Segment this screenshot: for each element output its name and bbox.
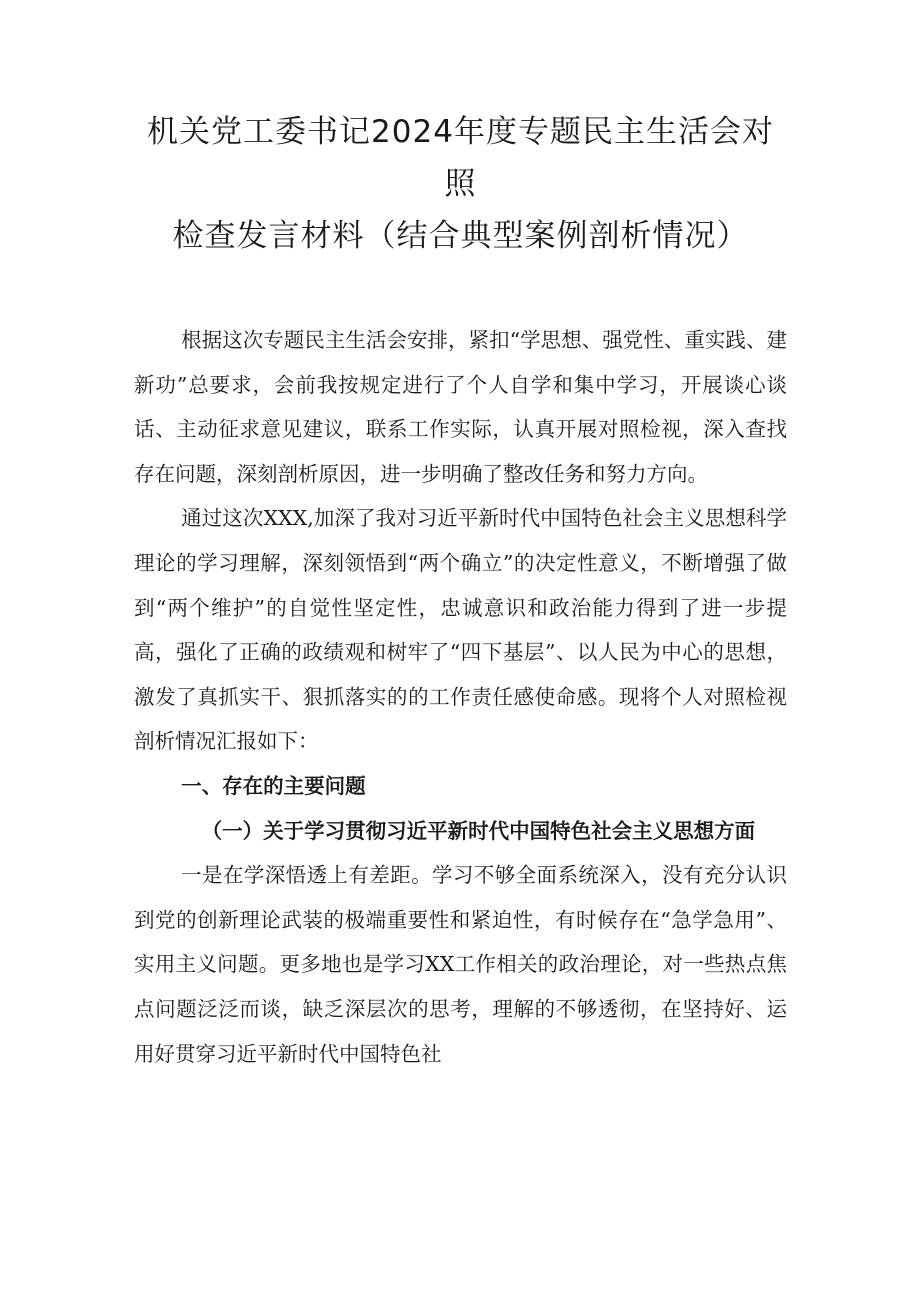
title-line-2: 检查发言材料（结合典型案例剖析情况） <box>172 218 749 254</box>
document-body <box>134 318 787 1076</box>
subsection-heading-1: （一）关于学习贯彻习近平新时代中国特色社会主义思想方面 <box>201 818 756 843</box>
document-title <box>134 106 787 262</box>
section-heading-1: 一、存在的主要问题 <box>181 773 366 798</box>
paragraph-summary: 通过这次XXX,加深了我对习近平新时代中国特色社会主义思想科学理论的学习理解，深刻领悟到“两个确立”的决定性意义，不断增强了做到“两个维护”的自觉性坚定性，忠诚意识和政治能力得到了进一步提高，强化了正确的政绩观和树牢了“四下基层”、以人民为中心的思想，激发了真抓实干、狠抓落实的的工作责任感使命感。现将个人对照检视剖析情况汇报如下： <box>134 506 787 754</box>
paragraph-intro: 根据这次专题民主生活会安排，紧扣“学思想、强党性、重实践、建新功”总要求，会前我按规定进行了个人自学和集中学习，开展谈心谈话、主动征求意见建议，联系工作实际，认真开展对照检视，深入查找存在问题，深刻剖析原因，进一步明确了整改任务和努力方向。 <box>134 328 787 486</box>
paragraph-issue-1: 一是在学深悟透上有差距。学习不够全面系统深入，没有充分认识到党的创新理论武装的极端重要性和紧迫性，有时候存在“急学急用”、实用主义问题。更多地也是学习XX工作相关的政治理论，对一些热点焦点问题泛泛而谈，缺乏深层次的思考，理解的不够透彻，在坚持好、运用好贯穿习近平新时代中国特色社 <box>134 863 787 1066</box>
title-line-1: 机关党工委书记2024年度专题民主生活会对照 <box>147 114 774 202</box>
